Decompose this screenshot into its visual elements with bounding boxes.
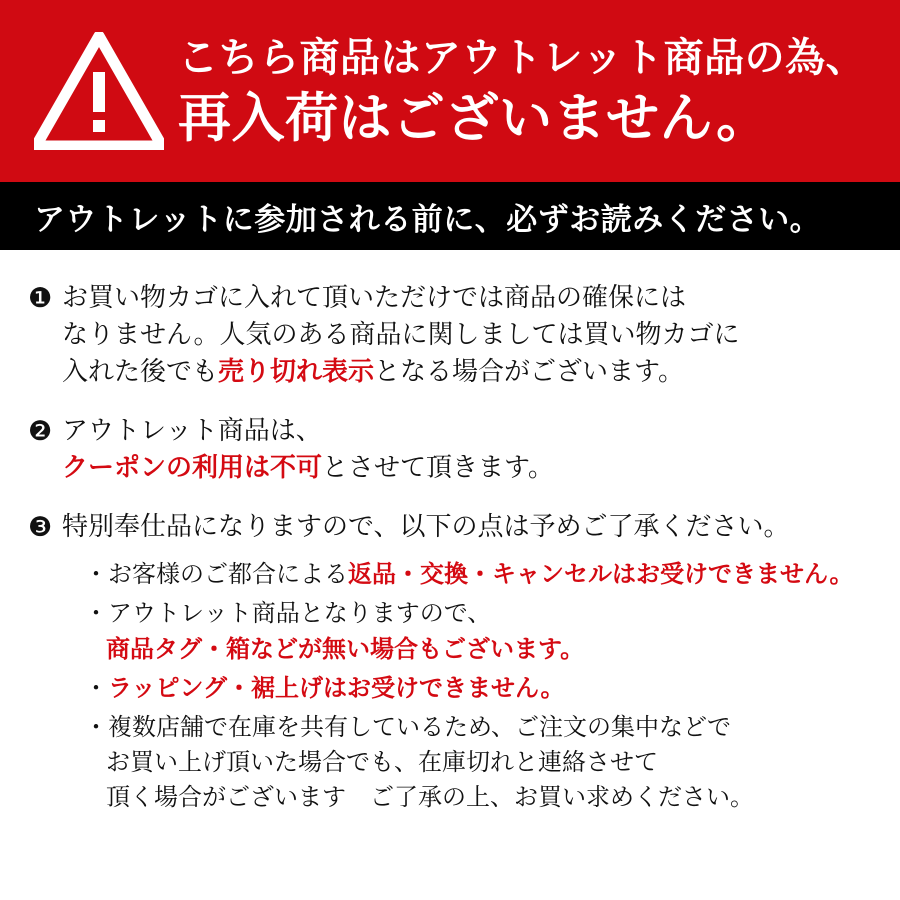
plain-text: とさせて頂きます。 (322, 452, 554, 483)
subheader-bar (0, 182, 900, 250)
note-number: ❷ (28, 415, 53, 447)
note-subline (84, 632, 872, 667)
emphasis-text: ラッピング・裾上げはお受けできません。 (108, 673, 565, 702)
alert-line-2: 再入荷はございません。 (178, 87, 770, 149)
note-sublist (62, 557, 872, 814)
note-item (28, 509, 872, 819)
note-line (62, 450, 872, 487)
plain-text: 特別奉仕品になりますので、以下の点は予めご了承ください。 (62, 511, 790, 542)
note-subline (84, 710, 872, 745)
plain-text: ・お客様のご都合による (84, 560, 348, 589)
note-subline (84, 780, 872, 815)
emphasis-text: クーポンの利用は不可 (62, 452, 323, 483)
note-subitem (84, 710, 872, 815)
note-line (62, 280, 872, 317)
note-line (62, 509, 872, 546)
subheader-text: アウトレットに参加される前に、必ずお読みください。 (34, 201, 822, 238)
warning-triangle-icon (34, 32, 164, 150)
plain-text: お買い上げ頂いた場合でも、在庫切れと連絡させて (106, 747, 658, 776)
alert-banner (0, 0, 900, 182)
plain-text: ・アウトレット商品となりますので、 (84, 599, 492, 628)
note-number: ❶ (28, 283, 53, 314)
note-subitem (84, 671, 872, 706)
note-subline (84, 671, 872, 706)
plain-text: 入れた後でも (62, 356, 219, 387)
note-subline (84, 745, 872, 780)
emphasis-text: 売り切れ表示 (218, 356, 375, 387)
plain-text: ・ (84, 673, 108, 702)
note-body (62, 509, 872, 819)
note-line (62, 317, 872, 354)
note-subitem (84, 596, 872, 666)
note-subline (84, 557, 872, 592)
plain-text: 頂く場合がございます ご了承の上、お買い求めください。 (106, 782, 754, 811)
emphasis-text: 商品タグ・箱などが無い場合もございます。 (106, 634, 585, 663)
note-item (28, 413, 872, 487)
alert-text-block (178, 34, 900, 149)
plain-text: となる場合がございます。 (374, 356, 684, 387)
note-line (62, 354, 872, 391)
note-item (28, 280, 872, 391)
plain-text: お買い物カゴに入れて頂いただけでは商品の確保には (62, 283, 687, 313)
plain-text: ・複数店舗で在庫を共有しているため、ご注文の集中などで (84, 712, 732, 741)
note-body (62, 280, 872, 391)
note-number: ❸ (28, 511, 53, 543)
notes-list (0, 250, 900, 819)
note-subline (84, 596, 872, 631)
emphasis-text: 返品・交換・キャンセルはお受けできません。 (348, 560, 854, 589)
note-line (62, 413, 872, 450)
plain-text: アウトレット商品は、 (62, 415, 322, 446)
alert-line-1: こちら商品はアウトレット商品の為、 (178, 34, 867, 81)
plain-text: なりません。人気のある商品に関しましては買い物カゴに (62, 319, 740, 350)
note-body (62, 413, 872, 487)
note-subitem (84, 557, 872, 592)
